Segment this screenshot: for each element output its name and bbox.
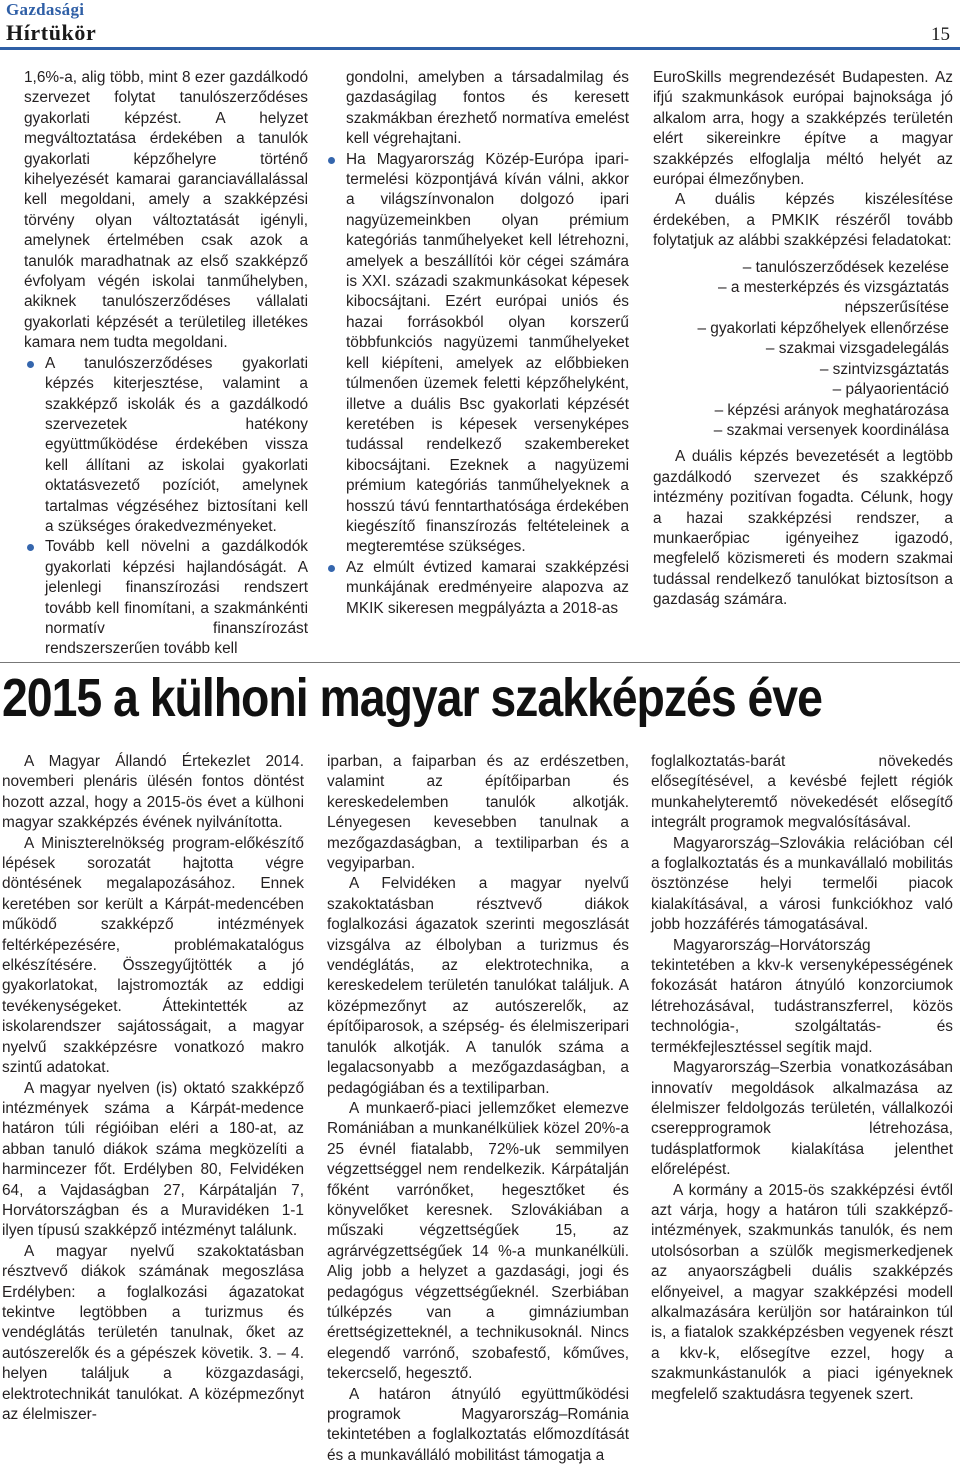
page-number: 15 bbox=[931, 24, 950, 45]
paragraph: gondolni, amelyben a társadalmilag és gazdaságilag fontos és keresett szakmákban érezhető normatíva emelést kell végrehajtani. bbox=[346, 69, 629, 148]
paragraph: EuroSkills megrendezését Budapesten. Az ifjú szakmunkások európai bajnoksága jó alkalom arra, hogy a szakképzés területén elért sikereinkre építve a magyar szakképzés elfoglalja méltó helyét az európai élmezőnyben. bbox=[653, 69, 953, 189]
task-item: – tanulószerződések kezelése bbox=[742, 258, 949, 276]
bullet-item: Az elmúlt évtized kamarai szakképzési munkájának eredményeire alapozva az MKIK sikeresen megpályázta a 2018-as bbox=[325, 558, 629, 619]
article2-column-2 bbox=[327, 752, 629, 1466]
publication-title-bottom: Hírtükör bbox=[6, 20, 97, 45]
paragraph: A kormány a 2015-ös szakképzési évtől azt várja, hogy a határon túli szakképző-intézmények, szakmunkás tanulók, és nem utolsósorban a szülők megismerkedjenek az anyaországbeli duális szakképzés előnyeivel, a magyar szakképzési modell alkalmazására kerüljön sor határainkon túl is, a fiatalok szakképzésben vegyenek részt a kkv-k, elősegítve ezzel, hogy a szakmunkástanulók a piaci igényeknek megfelelő szaktudásra tegyenek szert. bbox=[651, 1181, 953, 1403]
bullet-item: A tanulószerződéses gyakorlati képzés kiterjesztése, valamint a szakképző iskolák és a gazdálkodó szervezetek hatékony együttműködése érdekében vissza kell állítani az iskolai gyakorlati oktatásvezető pozíciót, amelynek tartalmas végzéséhez biztosítani kell a szükséges órakedvezményeket. bbox=[24, 354, 308, 538]
article1-column-3 bbox=[653, 68, 953, 611]
paragraph: foglalkoztatás-barát növekedés elősegítésével, a kevésbé fejlett régiók munkahelyteremtő növekedését elősegítő integrált programok megvalósításával. bbox=[651, 753, 953, 832]
task-item: – szintvizsgáztatás bbox=[819, 360, 949, 378]
task-list bbox=[653, 258, 953, 442]
task-item: – szakmai versenyek koordinálása bbox=[713, 421, 949, 439]
task-item: – képzési arányok meghatározása bbox=[714, 401, 949, 419]
publication-title-top: Gazdasági bbox=[6, 0, 85, 19]
paragraph: A határon átnyúló együttműködési programok Magyarország–Románia tekintetében a foglalkoztatás előmozdítását és a munkaválláló mobilitást támogatja a bbox=[327, 1385, 629, 1464]
paragraph: iparban, a faiparban és az erdészetben, valamint az építőiparban és kereskedelemben tanulók alkotják. Lényegesen kevesebben tanulnak a mezőgazdaságban, a textiliparban és a vegyiparban. bbox=[327, 753, 629, 873]
masthead-rule bbox=[0, 47, 960, 50]
paragraph: A duális képzés kiszélesítése érdekében, a PMKIK részéről tovább folytatjuk az alábbi szakképzési feladatokat: bbox=[653, 191, 953, 250]
paragraph: A Magyar Állandó Értekezlet 2014. novemberi plenáris ülésén fontos döntést hozott azzal, hogy a 2015-ös évet a külhoni magyar szakképzés évének nyilvánította. bbox=[2, 753, 304, 832]
article1-column-2 bbox=[325, 68, 629, 619]
paragraph: A Felvidéken a magyar nyelvű szakoktatásban résztvevő diákok foglalkozási ágazatok szerinti megoszlását vizsgálva az élbolyban a turizmus és vendéglátás, az elektrotechnika, a kereskedelem területén tanulókat találjuk. A középmezőnyt az autószerelők, az építőiparosok, a szépség- és élelmiszeripari tanulók alkotják. A tanulók száma a legalacsonyabb a mezőgazdaságban, a pedagógiában és a textiliparban. bbox=[327, 875, 629, 1097]
task-item: – gyakorlati képzőhelyek ellenőrzése bbox=[697, 319, 949, 337]
masthead bbox=[0, 0, 960, 52]
task-item: – szakmai vizsgadelegálás bbox=[765, 340, 949, 358]
article2-column-1 bbox=[2, 752, 304, 1425]
article-divider bbox=[0, 662, 960, 663]
task-item: – pályaorientáció bbox=[832, 381, 949, 399]
paragraph: 1,6%-a, alig több, mint 8 ezer gazdálkodó szervezet folytat tanulószerződéses gyakorlati képzést. A helyzet megváltoztatása érdekében a tanulók gyakorlati képzőhelyre történő kihelyezését kamarai garanciavállalással kell megoldani, amely a szakképzési törvény olyan változtatását igényli, amelynek értelmében csak azok a tanulók maradhatnak az első szakképző évfolyam végén iskolai tanműhelyben, akiknek tanulószerződéses vállalati gyakorlati képzését a területileg illetékes kamara nem tudta megoldani. bbox=[24, 69, 308, 352]
bullet-item: Tovább kell növelni a gazdálkodók gyakorlati képzési hajlandóságát. A jelenlegi finanszírozási rendszert tovább kell finomítani, a szakmánkénti normatív finanszírozást rendszerszerűen tovább kell bbox=[24, 537, 308, 659]
paragraph: A Miniszterelnökség program-előkészítő lépések sorozatát hajtotta végre döntésének megalapozásához. Ennek keretében sor került a Kárpát-medencében működő szakképző intézmények feltérképezésére, problémakatalógus elkészítésére. Összegyűjtötték a jó gyakorlatokat, lajstromozták az eddigi tevékenységeket. Áttekintették az iskolarendszer sajátosságait, a magyar nyelvű szakképzésre vonatkozó makro szintű adatokat. bbox=[2, 834, 304, 1077]
paragraph: Magyarország–Szlovákia relációban cél a foglalkoztatás és a munkavállaló mobilitás ösztönzése helyi termelői piacok kialakításával, a városi funkciókhoz való jobb hozzáférés támogatásával. bbox=[651, 834, 953, 934]
article1-column-1 bbox=[24, 68, 308, 660]
paragraph: A magyar nyelvű szakoktatásban résztvevő diákok számának megoszlása Erdélyben: a foglalkozási ágazatokat tekintve legtöbben a turizmus és vendéglátás területén tanulnak, őket az autószerelők és a gépészek követik. 3. – 4. helyen találjuk a közgazdasági, elektrotechnikát tanulókat. A középmezőnyt az élelmiszer- bbox=[2, 1242, 304, 1423]
bullet-list bbox=[24, 354, 308, 660]
paragraph: A munkaerő-piaci jellemzőket elemezve Romániában a munkanélküliek közel 20%-a 25 évnél fiatalabb, 72%-uk semmilyen végzettséggel nem rendelkezik. Kárpátalján főként varrónőket, hegesztőket és könyvelőket keresnek. Szlovákiában a műszaki végzettségűek 15, az agrárvégzettségűek 14 %-a munkanélküli. Alig jobb a helyzet a gazdasági, jogi és pedagógus végzettségűeknél. Szerbiában túlképzés van a gimnáziumban érettségizetteknél, a technikusoknál. Nincs elegendő varrónő, szobafestő, kőműves, tekercselő, hegesztő. bbox=[327, 1099, 629, 1383]
paragraph: A duális képzés bevezetését a legtöbb gazdálkodó szervezet és szakképző intézmény pozitívan fogadta. Célunk, hogy a hazai szakképzési rendszer, a munkaerőpiac igényeihez igazodó, megfelelő közismereti és modern szakmai tudással rendelkező tanulókat biztosítson a gazdaság számára. bbox=[653, 448, 953, 609]
bullet-item: Ha Magyarország Közép-Európa ipari-termelési központjává kíván válni, akkor a világszínvonalon dolgozó ipari nagyüzemeinkben olyan prémium kategóriás tanműhelyeket kell létrehozni, amelyek a beszállítói kör cégei számára is XXI. századi szakmunkásokat képesek kibocsájtani. Ezért európai uniós és hazai forrásokból olyan korszerű többfunkciós nagyüzemi tanműhelyeket kell kiépíteni, amelyek az előbbieken túlmenően üzemek feletti képzőhelyként, illetve a duális Bsc gyakorlati képzését keretében is képesek versenyképes tudással rendelkező szakembereket kibocsájtani. Ezeknek a nagyüzemi prémium kategóriás tanműhelyeknek a hosszú távú fenntarthatósága érdekében kiegészítő finanszírozás feltételeinek a megteremtése szükséges. bbox=[325, 150, 629, 558]
paragraph: A magyar nyelven (is) oktató szakképző intézmények száma a Kárpát-medence határon túli régióiban eléri a 180-at, az abban tanuló diákok száma megközelíti a harmincezer főt. Erdélyben 80, Felvidéken 64, a Vajdaságban 27, Kárpátalján 7, Horvátországban és a Muravidéken 1-1 ilyen típusú szakképző intézményt találunk. bbox=[2, 1079, 304, 1240]
article-headline: 2015 a külhoni magyar szakképzés éve bbox=[2, 668, 822, 728]
paragraph: Magyarország–Szerbia vonatkozásában innovatív megoldások alkalmazása az élelmiszer feldolgozás területén, vállalkozói cserepprogramok létrehozása, tudásplatformok kialakítása jelenthet előrelépést. bbox=[651, 1059, 953, 1179]
paragraph: Magyarország–Horvátország tekintetében a kkv-k versenyképességének fokozását határon átnyúló konzorciumok létrehozásával, tudástranszferrel, közös technológia-, szolgáltatás- és termékfejlesztéssel segítik majd. bbox=[651, 936, 953, 1056]
bullet-list bbox=[325, 150, 629, 619]
task-item: – a mesterképzés és vizsgáztatás népszerűsítése bbox=[718, 279, 949, 317]
article2-column-3 bbox=[651, 752, 953, 1405]
